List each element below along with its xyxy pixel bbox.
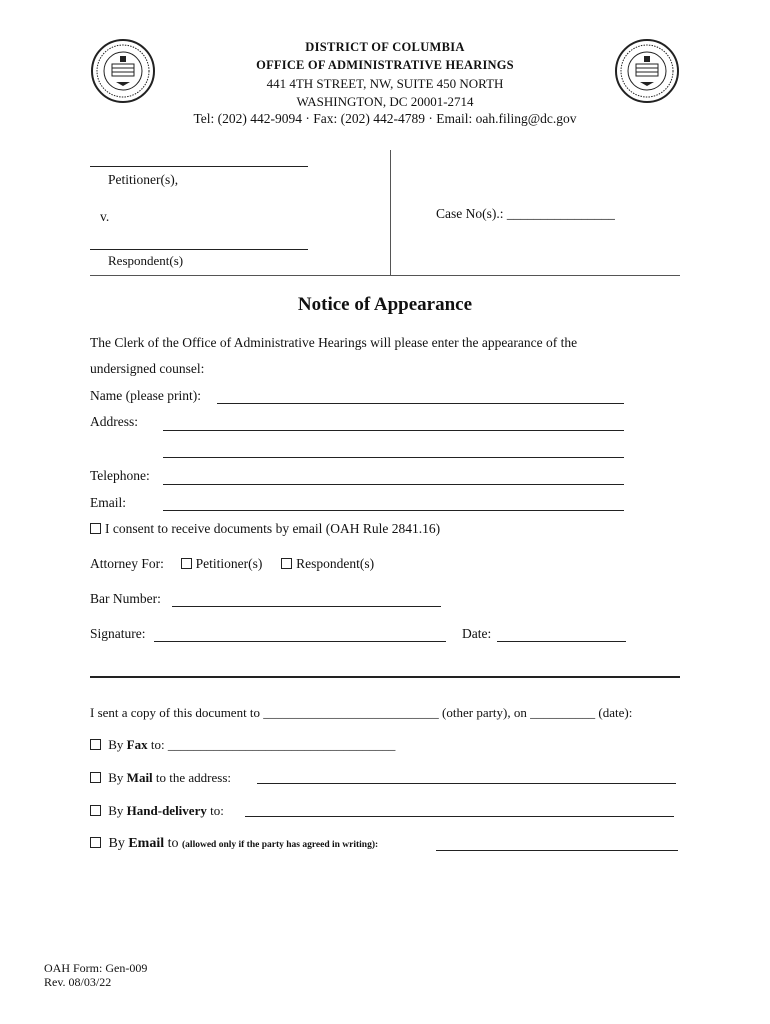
header-city: WASHINGTON, DC 20001-2714 bbox=[296, 94, 474, 109]
mail-address-input[interactable] bbox=[257, 783, 676, 784]
fax-by: By bbox=[108, 737, 124, 752]
intro-line2: undersigned counsel: bbox=[90, 361, 205, 376]
date-input[interactable] bbox=[497, 641, 626, 642]
fax-rest: to: ___________________________________ bbox=[150, 737, 396, 752]
name-input[interactable] bbox=[217, 403, 624, 404]
consent-label: I consent to receive documents by email (OAH Rule 2841.16) bbox=[105, 521, 441, 536]
mail-by: By bbox=[108, 770, 124, 785]
email-by: By bbox=[108, 836, 125, 851]
email-bold-label: Email bbox=[128, 836, 165, 851]
consent-checkbox[interactable] bbox=[90, 523, 101, 534]
respondent-label: Respondent(s) bbox=[108, 253, 184, 268]
mail-rest: to the address: bbox=[155, 770, 232, 785]
header-district: DISTRICT OF COLUMBIA bbox=[305, 40, 465, 54]
petitioner-label: Petitioner(s), bbox=[108, 172, 179, 187]
bar-number-label: Bar Number: bbox=[90, 591, 161, 606]
fax-checkbox[interactable] bbox=[90, 739, 101, 750]
footer-form-id: OAH Form: Gen-009 bbox=[44, 961, 148, 975]
consent-row bbox=[90, 521, 440, 537]
mail-checkbox[interactable] bbox=[90, 772, 101, 783]
respondent-line[interactable] bbox=[90, 249, 308, 250]
service-email-row bbox=[90, 836, 378, 852]
email-to: to bbox=[167, 836, 179, 851]
hand-bold-label: Hand-delivery bbox=[126, 803, 207, 818]
service-statement: I sent a copy of this document to ___________________________ (other party), on __________ (date): bbox=[90, 705, 633, 720]
email-input[interactable] bbox=[163, 510, 624, 511]
respondent-option-label: Respondent(s) bbox=[296, 556, 375, 571]
address-label: Address: bbox=[90, 414, 138, 429]
caption-bottom-rule bbox=[90, 275, 680, 276]
date-label: Date: bbox=[462, 626, 492, 641]
telephone-label: Telephone: bbox=[90, 468, 150, 483]
email-service-checkbox[interactable] bbox=[90, 837, 101, 848]
bar-number-input[interactable] bbox=[172, 606, 441, 607]
hand-delivery-checkbox[interactable] bbox=[90, 805, 101, 816]
mail-bold-label: Mail bbox=[126, 770, 153, 785]
signature-label: Signature: bbox=[90, 626, 146, 641]
telephone-input[interactable] bbox=[163, 484, 624, 485]
signature-input[interactable] bbox=[154, 641, 446, 642]
address-input-2[interactable] bbox=[163, 457, 624, 458]
header-contact: Tel: (202) 442-9094 · Fax: (202) 442-4789 · Email: oah.filing@dc.gov bbox=[193, 111, 577, 126]
case-number-field[interactable]: Case No(s).: ________________ bbox=[436, 206, 615, 221]
email-label: Email: bbox=[90, 495, 126, 510]
email-note: (allowed only if the party has agreed in writing): bbox=[182, 840, 379, 850]
service-fax-row bbox=[90, 737, 395, 753]
section-divider bbox=[90, 676, 680, 678]
header-office: OFFICE OF ADMINISTRATIVE HEARINGS bbox=[256, 58, 514, 72]
service-mail-row bbox=[90, 770, 231, 786]
header-street: 441 4TH STREET, NW, SUITE 450 NORTH bbox=[266, 76, 504, 91]
page-title: Notice of Appearance bbox=[297, 294, 473, 315]
petitioner-checkbox[interactable] bbox=[181, 558, 192, 569]
caption-divider bbox=[390, 150, 391, 275]
hand-by: By bbox=[108, 803, 124, 818]
footer-revision: Rev. 08/03/22 bbox=[44, 975, 112, 989]
name-label: Name (please print): bbox=[90, 388, 201, 403]
email-service-input[interactable] bbox=[436, 850, 678, 851]
hand-rest: to: bbox=[210, 803, 224, 818]
attorney-for-label: Attorney For: bbox=[90, 556, 164, 571]
hand-delivery-input[interactable] bbox=[245, 816, 674, 817]
attorney-for-row bbox=[90, 556, 374, 572]
intro-line1: The Clerk of the Office of Administrative Hearings will please enter the appearance of the bbox=[90, 335, 578, 350]
petitioner-option-label: Petitioner(s) bbox=[195, 556, 263, 571]
service-hand-row bbox=[90, 803, 224, 819]
respondent-checkbox[interactable] bbox=[281, 558, 292, 569]
petitioner-line[interactable] bbox=[90, 166, 308, 167]
versus-label: v. bbox=[100, 209, 110, 224]
address-input-1[interactable] bbox=[163, 430, 624, 431]
fax-bold-label: Fax bbox=[126, 737, 148, 752]
